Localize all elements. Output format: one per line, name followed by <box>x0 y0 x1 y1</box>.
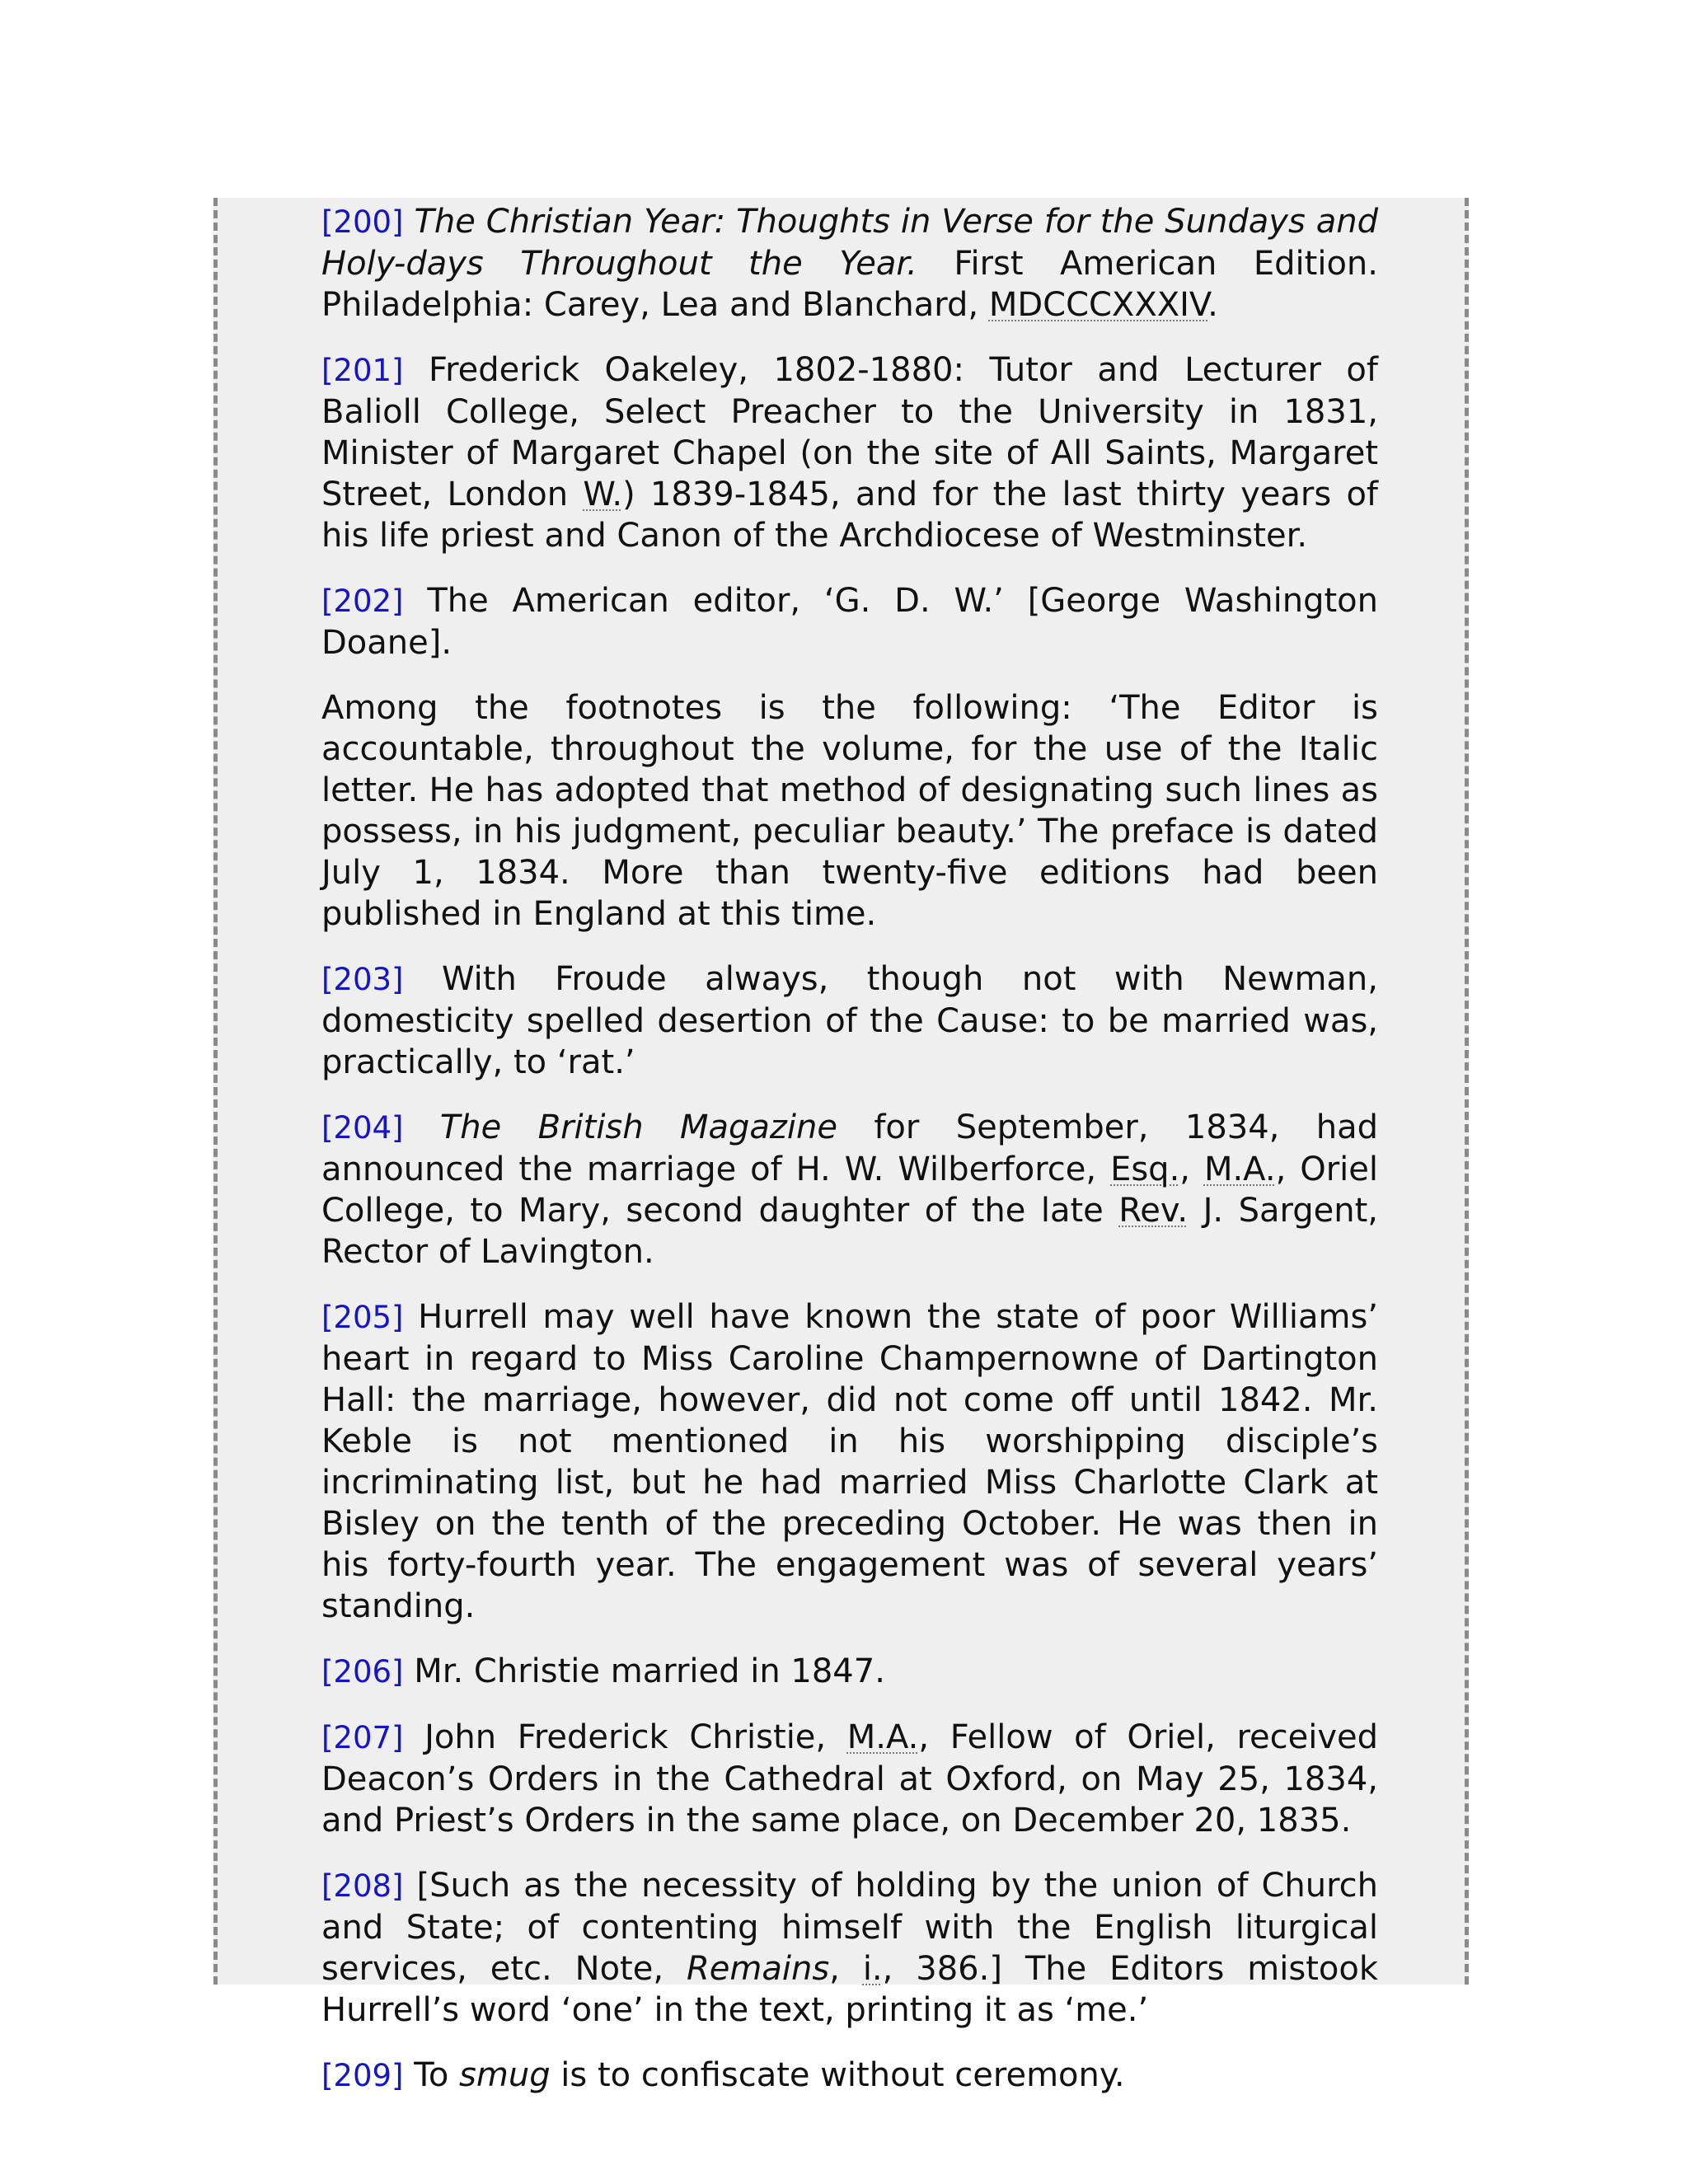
footnote-text: . <box>1207 286 1218 324</box>
footnote-text: Mr. Christie married in 1847. <box>403 1652 885 1690</box>
footnote-text: Frederick Oakeley, 1802-1880: Tutor and Lecturer of Balioll College, Select Preacher to the University in 1831, Minister of Margaret Chapel (on the site of All Saints, Margaret Street, London <box>321 351 1378 513</box>
emphasized-word: smug <box>459 2056 551 2094</box>
book-title: The Christian Year: Thoughts in Verse for the Sundays and Holy-days Throughout the Year. <box>321 203 1378 283</box>
footnote-link-201[interactable]: [201] <box>321 353 404 388</box>
footnote-text: To <box>403 2056 460 2094</box>
footnote-text: , Oriel College, to Mary, second daughter of the late <box>321 1151 1378 1230</box>
footnote-text: , 386.] The Editors mistook Hurrell’s word ‘one’ in the text, printing it as ‘me.’ <box>321 1950 1378 2029</box>
footnote-203 <box>321 958 1378 1083</box>
magazine-title: The British Magazine <box>439 1108 837 1146</box>
footnote-209 <box>321 2055 1378 2097</box>
footnote-205 <box>321 1296 1378 1627</box>
footnote-text: is to confiscate without ceremony. <box>550 2056 1125 2094</box>
abbreviation: W. <box>583 476 623 513</box>
footnote-link-206[interactable]: [206] <box>321 1654 404 1690</box>
abbreviation: Esq. <box>1110 1151 1180 1188</box>
footnote-201 <box>321 349 1378 556</box>
footnote-link-209[interactable]: [209] <box>321 2058 404 2093</box>
footnote-text: , Fellow of Oriel, received Deacon’s Orders in the Cathedral at Oxford, on May 25, 1834, and Priest’s Orders in the same place, on December 20, 1835. <box>321 1718 1378 1840</box>
footnote-text: Hurrell may well have known the state of poor Williams’ heart in regard to Miss Caroline Champernowne of Dartington Hall: the marriage, however, did not come off until 1842. Mr. Keble is not mentioned in his worshipping disciple’s incriminating list, but he had married Miss Charlotte Clark at Bisley on the tenth of the preceding October. He was then in his forty-fourth year. The engagement was of several years’ standing. <box>321 1298 1378 1625</box>
footnote-202 <box>321 580 1378 663</box>
footnote-207 <box>321 1717 1378 1841</box>
footnote-link-208[interactable]: [208] <box>321 1868 404 1904</box>
footnote-text: Among the footnotes is the following: ‘The Editor is accountable, throughout the volume, for the use of the Italic letter. He has adopted that method of designating such lines as possess, in his judgment, peculiar beauty.’ The preface is dated July 1, 1834. More than twenty-five editions had been published in England at this time. <box>321 689 1378 933</box>
footnote-link-200[interactable]: [200] <box>321 204 404 240</box>
footnote-text: J. Sargent, Rector of Lavington. <box>321 1192 1378 1271</box>
abbreviation: M.A. <box>1203 1151 1276 1188</box>
footnote-text: , <box>1179 1151 1204 1188</box>
footnote-text: First American Edition. Philadelphia: Carey, Lea and Blanchard, <box>321 245 1378 324</box>
footnote-link-205[interactable]: [205] <box>321 1300 404 1335</box>
book-title: Remains <box>686 1950 830 1988</box>
abbreviation: M.A. <box>846 1718 919 1756</box>
footnote-200 <box>321 201 1378 326</box>
footnote-text: for September, 1834, had announced the marriage of H. W. Wilberforce, <box>321 1108 1379 1188</box>
footnote-text: ) 1839-1845, and for the last thirty years of his life priest and Canon of the Archdiocese of Westminster. <box>321 476 1378 555</box>
abbreviation: Rev. <box>1118 1192 1189 1230</box>
footnote-204 <box>321 1107 1378 1272</box>
footnote-text: , <box>829 1950 863 1988</box>
footnotes-list <box>321 201 1378 2121</box>
footnote-text: With Froude always, though not with Newman, domesticity spelled desertion of the Cause: to be married was, practically, to ‘rat.’ <box>321 960 1378 1081</box>
footnote-206 <box>321 1651 1378 1693</box>
footnote-link-204[interactable]: [204] <box>321 1110 404 1146</box>
abbreviation: i. <box>862 1950 883 1988</box>
footnote-text: [Such as the necessity of holding by the union of Church and State; of contenting himself with the English liturgical services, etc. Note, <box>321 1867 1378 1988</box>
footnote-202-continued <box>321 687 1378 935</box>
footnote-link-202[interactable]: [202] <box>321 583 404 619</box>
footnote-link-207[interactable]: [207] <box>321 1720 404 1755</box>
abbreviation: MDCCCXXXIV <box>988 286 1208 324</box>
footnote-208 <box>321 1865 1378 2031</box>
footnote-text: John Frederick Christie, <box>403 1718 847 1756</box>
footnote-link-203[interactable]: [203] <box>321 962 404 997</box>
footnotes-panel <box>213 198 1469 2094</box>
footnote-text: The American editor, ‘G. D. W.’ [George Washington Doane]. <box>321 582 1378 662</box>
